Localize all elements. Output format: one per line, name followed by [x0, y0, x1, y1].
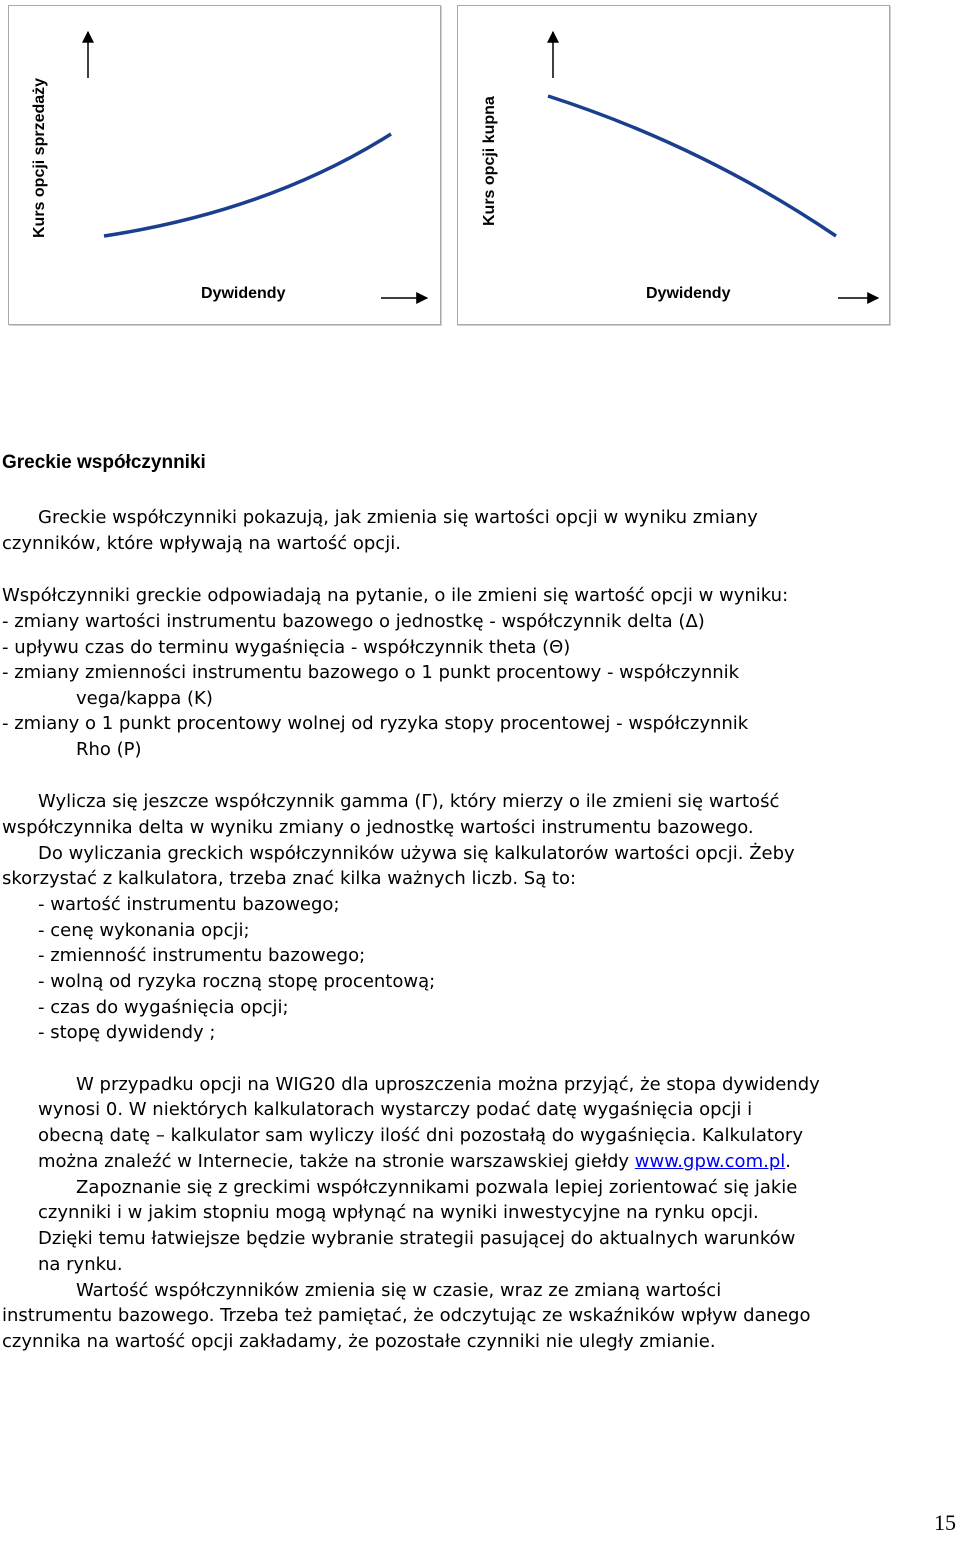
y-axis-label: Kurs opcji sprzedaży — [31, 77, 48, 238]
paragraph-line: instrumentu bazowego. Trzeba też pamiętać, że odczytując ze wskaźników wpływ danego — [2, 1305, 811, 1326]
list-item: - cenę wykonania opcji; — [38, 920, 250, 941]
put-price-curve — [104, 134, 391, 236]
list-item-continuation: Rho (P) — [76, 739, 142, 760]
list-item: - stopę dywidendy ; — [38, 1022, 216, 1043]
list-item: - zmienność instrumentu bazowego; — [38, 945, 366, 966]
paragraph-line: czynników, które wpływają na wartość opcji. — [2, 533, 401, 554]
paragraph-line: Greckie współczynniki pokazują, jak zmienia się wartości opcji w wyniku zmiany — [38, 507, 758, 528]
page-number: 15 — [934, 1510, 956, 1535]
paragraph-line: Do wyliczania greckich współczynników używa się kalkulatorów wartości opcji. Żeby — [38, 843, 795, 864]
gpw-link[interactable]: www.gpw.com.pl — [634, 1151, 786, 1172]
list-item: - upływu czas do terminu wygaśnięcia - współczynnik theta (Θ) — [2, 637, 571, 658]
y-axis-label: Kurs opcji kupna — [481, 96, 498, 226]
paragraph-line — [38, 1149, 791, 1175]
list-item: - zmiany zmienności instrumentu bazowego o 1 punkt procentowy - współczynnik — [2, 662, 740, 683]
paragraph-line: skorzystać z kalkulatora, trzeba znać kilka ważnych liczb. Są to: — [2, 868, 577, 889]
list-item: - wartość instrumentu bazowego; — [38, 894, 340, 915]
paragraph-line: Współczynniki greckie odpowiadają na pytanie, o ile zmieni się wartość opcji w wyniku: — [2, 585, 789, 606]
list-item: - wolną od ryzyka roczną stopę procentową; — [38, 971, 436, 992]
list-item: - zmiany o 1 punkt procentowy wolnej od ryzyka stopy procentowej - współczynnik — [2, 713, 749, 734]
paragraph-text: . — [785, 1151, 791, 1172]
x-axis-label: Dywidendy — [646, 285, 731, 302]
paragraph-line: Wylicza się jeszcze współczynnik gamma (Γ), który mierzy o ile zmieni się wartość — [38, 791, 780, 812]
call-price-curve — [548, 96, 836, 236]
list-item: - zmiany wartości instrumentu bazowego o jednostkę - współczynnik delta (Δ) — [2, 611, 705, 632]
paragraph-line: Zapoznanie się z greckimi współczynnikami pozwala lepiej zorientować się jakie — [76, 1177, 798, 1198]
paragraph-line: Dzięki temu łatwiejsze będzie wybranie strategii pasującej do aktualnych warunków — [38, 1228, 796, 1249]
paragraph-line: czynniki i w jakim stopniu mogą wpłynąć na wyniki inwestycyjne na rynku opcji. — [38, 1202, 759, 1223]
paragraph-line: Wartość współczynników zmienia się w czasie, wraz ze zmianą wartości — [76, 1280, 722, 1301]
list-item: - czas do wygaśnięcia opcji; — [38, 997, 289, 1018]
paragraph-line: współczynnika delta w wyniku zmiany o jednostkę wartości instrumentu bazowego. — [2, 817, 754, 838]
paragraph-text: można znaleźć w Internecie, także na stronie warszawskiej giełdy — [38, 1151, 635, 1172]
chart-right-svg — [458, 6, 889, 324]
x-axis-label: Dywidendy — [201, 285, 286, 302]
chart-call-vs-dividends — [457, 5, 890, 325]
section-heading: Greckie współczynniki — [2, 452, 206, 473]
list-item-continuation: vega/kappa (K) — [76, 688, 213, 709]
paragraph-line: W przypadku opcji na WIG20 dla uproszczenia można przyjąć, że stopa dywidendy — [76, 1074, 820, 1095]
paragraph-line: obecną datę – kalkulator sam wyliczy ilość dni pozostałą do wygaśnięcia. Kalkulatory — [38, 1125, 803, 1146]
paragraph-line: wynosi 0. W niektórych kalkulatorach wystarczy podać datę wygaśnięcia opcji i — [38, 1099, 753, 1120]
chart-put-vs-dividends — [8, 5, 441, 325]
chart-left-svg — [9, 6, 440, 324]
paragraph-line: na rynku. — [38, 1254, 123, 1275]
paragraph-line: czynnika na wartość opcji zakładamy, że pozostałe czynniki nie uległy zmianie. — [2, 1331, 716, 1352]
